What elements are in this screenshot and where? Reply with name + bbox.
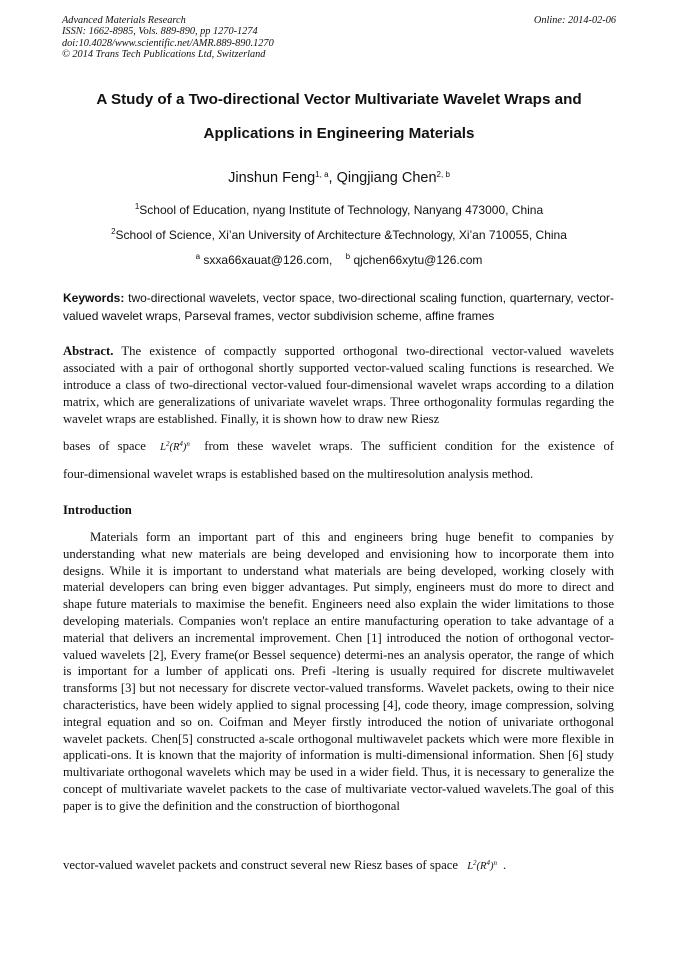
abstract-block [63,343,614,428]
introduction-text: Materials form an important part of this and engineers bring huge benefit to companies by understanding what new materials are being developed and envisioning how to incorporate them into designs. While it is important to understand what materials are being developed, working closely with material developers can bring even bigger advantages. Put simply, engineers must do more to direct and shape future materials to maximise the benefit. Engineers need also explain the wider limitations to those developing materials. Companies won't replace an entire manufacturing operation to take advantage of a material that delivers an incremental improvement. Chen [1] introduced the notion of orthogonal vector-valued wavelets [2], Every frame(or Bessel sequence) determi-nes an analysis operator, the range of which is important for a lumber of applicati ons. Prefi -ltering is usually required for discrete multiwavelet transforms [3] but not necessary for discrete vector-valued transforms. Wavelet packets, owing to their nice characteristics, have been widely applied to signal processing [4], code theory, image compression, solving integral equation and so on. Coifman and Meyer firstly introduced the notion of univariate orthogonal wavelet packets. Chen[5] constructed a-scale orthogonal multiwavelet packets which were more flexible in applicati-ons. It is known that the majority of information is multi-dimensional information. Shen [6] study multivariate orthogonal wavelets which may be used in a wider field. Thus, it is necessary to generalize the concept of multivariate wavelet packets to the case of multivariate vector-valued wavelets.The goal of this paper is to give the definition and the construction of biorthogonal [63,530,614,813]
journal-header [62,15,274,61]
affiliation-1-sup: 1 [134,202,140,211]
issn-line: ISSN: 1662-8985, Vols. 889-890, pp 1270-1274 [62,26,258,38]
affiliation-2-text: School of Science, Xi’an University of Architecture &Technology, Xi’an 710055, China [115,228,567,242]
introduction-heading: Introduction [63,503,132,517]
email-line [0,253,678,267]
space-formula: $L^2(R^4)^n$ [160,440,190,453]
abstract-text: The existence of compactly supported orthogonal two-directional vector-valued wavelets associated with a pair of orthogonal shortly supported vector-valued scaling functions is researched. We introduce a class of two-directional vector-valued four-dimensional wavelet wraps according to a dilation matrix, which are generalizations of univariate wavelet wraps. Three orthogonality formulas regarding the wavelet wraps are established. Finally, it is shown how to draw new Riesz [63,344,614,426]
author-2-sup: 2, b [436,170,450,179]
email-a-sup: a [195,252,201,261]
author-separator: , [328,170,337,186]
paper-title-line-1: A Study of a Two-directional Vector Multivariate Wavelet Wraps and [96,91,582,108]
affiliation-2-sup: 2 [111,227,116,236]
email-b-sup: b [345,252,351,261]
author-line [0,170,678,186]
keywords-text: two-directional wavelets, vector space, two-directional scaling function, quarternary, vector-valued wavelet wraps, Parseval frames, vector subdivision scheme, affine frames [63,291,614,323]
space-formula-2: $L^2(R^4)^n$ [467,859,497,872]
introduction-last-line [63,858,614,873]
affiliation-2 [0,228,678,242]
author-1-sup: 1, a [315,170,329,179]
email-a-link[interactable]: sxxa66xauat@126.com, [203,253,333,267]
author-1-name: Jinshun Feng [228,170,316,186]
intro-last-pre: vector-valued wavelet packets and construct several new Riesz bases of space [63,858,459,872]
abstract-last-line: four-dimensional wavelet wraps is established based on the multiresolution analysis method. [63,467,534,481]
email-b-link[interactable]: qjchen66xytu@126.com [353,253,483,267]
author-2-name: Qingjiang Chen [336,170,437,186]
journal-name: Advanced Materials Research [62,15,186,26]
keywords-block [63,290,614,325]
paper-title-line-2: Applications in Engineering Materials [203,125,475,142]
copyright-line: © 2014 Trans Tech Publications Ltd, Switzerland [62,49,266,61]
doi-line: doi:10.4028/www.scientific.net/AMR.889-890.1270 [62,37,274,49]
affiliation-1 [0,203,678,217]
intro-last-post: . [502,858,507,872]
abstract-line-post: from these wavelet wraps. The sufficient condition for the existence of [204,439,615,453]
keywords-label: Keywords: [63,291,125,305]
abstract-label: Abstract. [63,344,114,358]
abstract-math-line [63,439,614,454]
online-date: Online: 2014-02-06 [533,15,616,26]
affiliation-1-text: School of Education, nyang Institute of Technology, Nanyang 473000, China [139,203,544,217]
abstract-line-pre: bases of space [63,439,146,453]
